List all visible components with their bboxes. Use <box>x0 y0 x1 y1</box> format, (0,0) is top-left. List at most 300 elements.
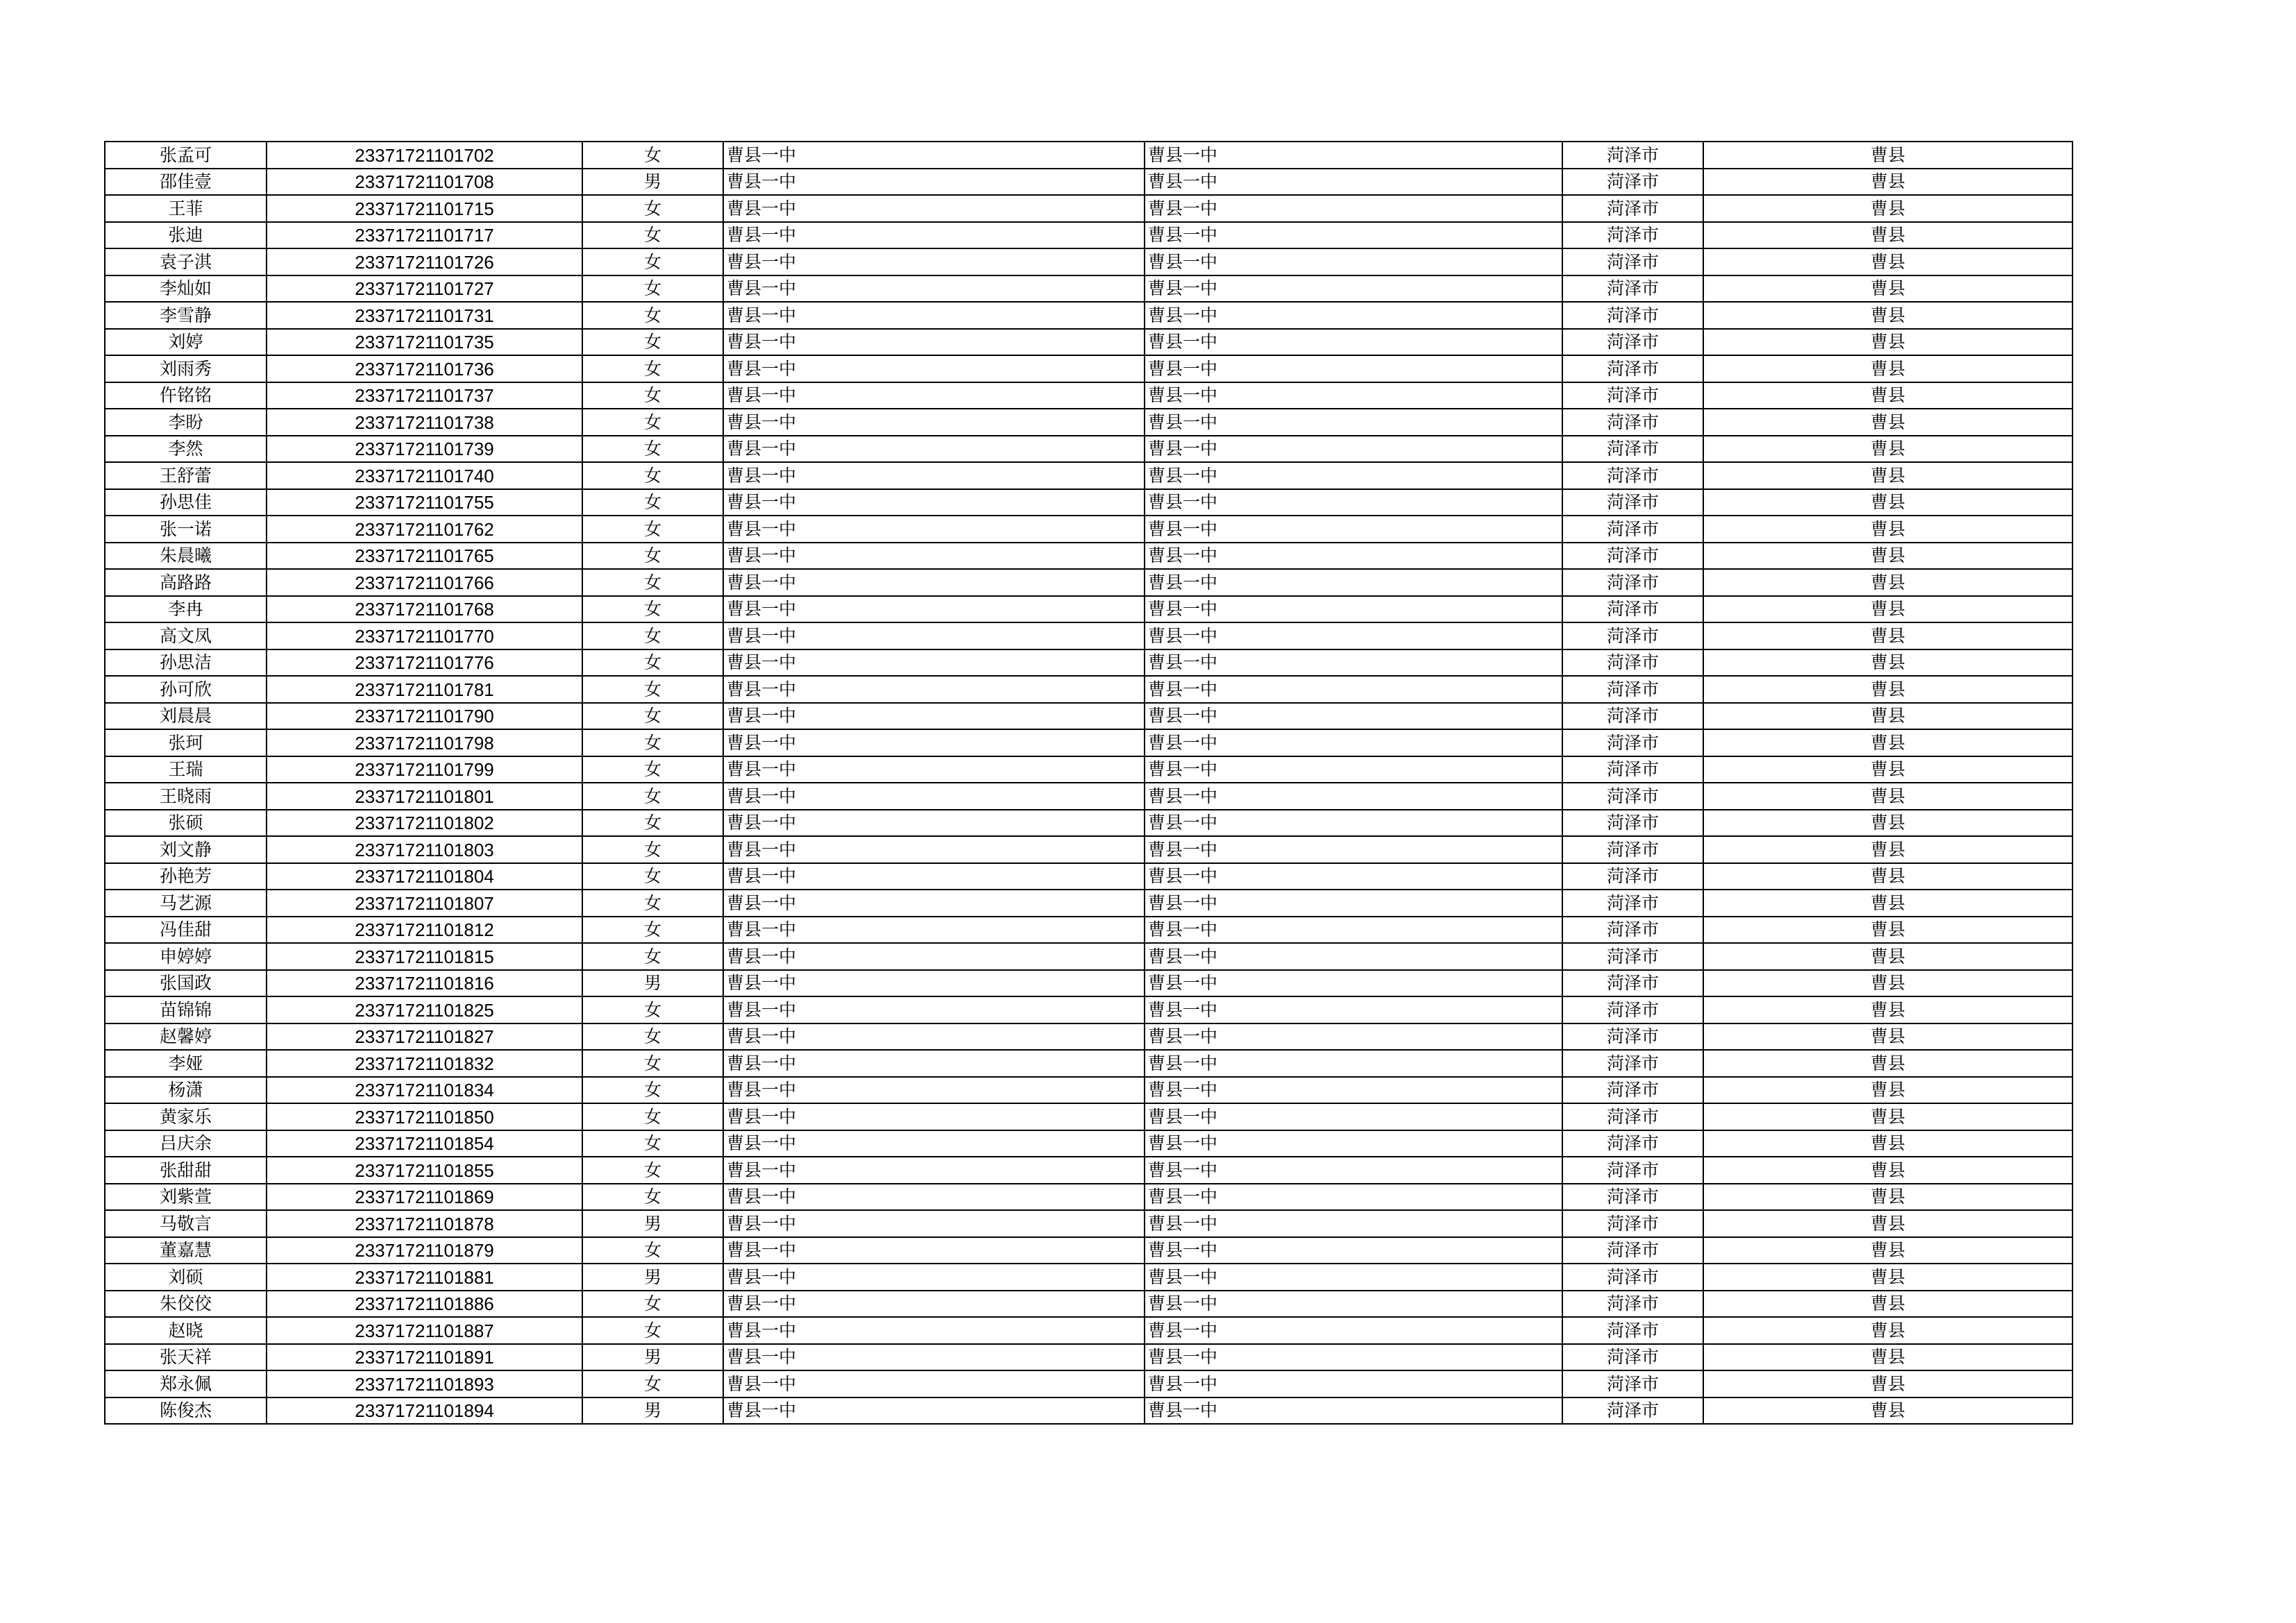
gender-cell: 女 <box>582 1130 723 1157</box>
student-name-cell: 朱晨曦 <box>105 543 267 570</box>
exam-site-cell: 曹县一中 <box>1145 1023 1562 1051</box>
school-cell: 曹县一中 <box>723 1130 1145 1157</box>
city-cell: 菏泽市 <box>1562 355 1703 382</box>
exam-site-cell: 曹县一中 <box>1145 996 1562 1023</box>
gender-cell: 女 <box>582 836 723 863</box>
exam-site-cell: 曹县一中 <box>1145 1130 1562 1157</box>
city-cell: 菏泽市 <box>1562 1157 1703 1184</box>
exam-number-cell: 23371721101737 <box>267 382 582 409</box>
table-row <box>105 543 2073 570</box>
county-cell: 曹县 <box>1703 970 2073 997</box>
table-row <box>105 810 2073 837</box>
table-row <box>105 890 2073 917</box>
exam-site-cell: 曹县一中 <box>1145 783 1562 810</box>
city-cell: 菏泽市 <box>1562 222 1703 249</box>
city-cell: 菏泽市 <box>1562 1291 1703 1318</box>
table-row <box>105 1291 2073 1318</box>
county-cell: 曹县 <box>1703 436 2073 463</box>
school-cell: 曹县一中 <box>723 543 1145 570</box>
student-name-cell: 王瑞 <box>105 756 267 783</box>
school-cell: 曹县一中 <box>723 863 1145 890</box>
student-name-cell: 仵铭铭 <box>105 382 267 409</box>
city-cell: 菏泽市 <box>1562 863 1703 890</box>
table-row <box>105 1184 2073 1211</box>
school-cell: 曹县一中 <box>723 195 1145 222</box>
city-cell: 菏泽市 <box>1562 489 1703 516</box>
student-name-cell: 刘晨晨 <box>105 703 267 730</box>
gender-cell: 女 <box>582 890 723 917</box>
gender-cell: 女 <box>582 516 723 543</box>
exam-site-cell: 曹县一中 <box>1145 943 1562 970</box>
county-cell: 曹县 <box>1703 1184 2073 1211</box>
table-row <box>105 142 2073 169</box>
exam-number-cell: 23371721101825 <box>267 996 582 1023</box>
exam-number-cell: 23371721101827 <box>267 1023 582 1051</box>
city-cell: 菏泽市 <box>1562 1210 1703 1237</box>
exam-site-cell: 曹县一中 <box>1145 1344 1562 1371</box>
table-row <box>105 676 2073 703</box>
county-cell: 曹县 <box>1703 1291 2073 1318</box>
exam-site-cell: 曹县一中 <box>1145 1184 1562 1211</box>
county-cell: 曹县 <box>1703 195 2073 222</box>
school-cell: 曹县一中 <box>723 489 1145 516</box>
exam-number-cell: 23371721101815 <box>267 943 582 970</box>
student-name-cell: 王菲 <box>105 195 267 222</box>
school-cell: 曹县一中 <box>723 890 1145 917</box>
student-name-cell: 袁子淇 <box>105 248 267 275</box>
county-cell: 曹县 <box>1703 676 2073 703</box>
city-cell: 菏泽市 <box>1562 1370 1703 1397</box>
exam-number-cell: 23371721101807 <box>267 890 582 917</box>
exam-site-cell: 曹县一中 <box>1145 1370 1562 1397</box>
county-cell: 曹县 <box>1703 996 2073 1023</box>
exam-number-cell: 23371721101893 <box>267 1370 582 1397</box>
county-cell: 曹县 <box>1703 569 2073 596</box>
school-cell: 曹县一中 <box>723 329 1145 356</box>
gender-cell: 女 <box>582 1103 723 1130</box>
county-cell: 曹县 <box>1703 516 2073 543</box>
county-cell: 曹县 <box>1703 1317 2073 1344</box>
gender-cell: 女 <box>582 1317 723 1344</box>
exam-number-cell: 23371721101731 <box>267 302 582 329</box>
gender-cell: 女 <box>582 1237 723 1264</box>
city-cell: 菏泽市 <box>1562 996 1703 1023</box>
exam-number-cell: 23371721101832 <box>267 1050 582 1077</box>
exam-site-cell: 曹县一中 <box>1145 1317 1562 1344</box>
table-row <box>105 783 2073 810</box>
table-row <box>105 248 2073 275</box>
county-cell: 曹县 <box>1703 649 2073 677</box>
exam-number-cell: 23371721101881 <box>267 1264 582 1291</box>
county-cell: 曹县 <box>1703 1210 2073 1237</box>
exam-number-cell: 23371721101762 <box>267 516 582 543</box>
exam-number-cell: 23371721101894 <box>267 1397 582 1425</box>
city-cell: 菏泽市 <box>1562 836 1703 863</box>
school-cell: 曹县一中 <box>723 248 1145 275</box>
gender-cell: 女 <box>582 222 723 249</box>
city-cell: 菏泽市 <box>1562 1264 1703 1291</box>
student-name-cell: 刘硕 <box>105 1264 267 1291</box>
exam-site-cell: 曹县一中 <box>1145 1397 1562 1425</box>
table-row <box>105 1050 2073 1077</box>
city-cell: 菏泽市 <box>1562 676 1703 703</box>
city-cell: 菏泽市 <box>1562 1237 1703 1264</box>
table-row <box>105 275 2073 303</box>
city-cell: 菏泽市 <box>1562 516 1703 543</box>
exam-number-cell: 23371721101739 <box>267 436 582 463</box>
exam-number-cell: 23371721101799 <box>267 756 582 783</box>
exam-number-cell: 23371721101850 <box>267 1103 582 1130</box>
table-row <box>105 195 2073 222</box>
gender-cell: 女 <box>582 917 723 944</box>
school-cell: 曹县一中 <box>723 622 1145 649</box>
student-name-cell: 刘雨秀 <box>105 355 267 382</box>
exam-site-cell: 曹县一中 <box>1145 169 1562 196</box>
school-cell: 曹县一中 <box>723 1397 1145 1425</box>
exam-site-cell: 曹县一中 <box>1145 970 1562 997</box>
county-cell: 曹县 <box>1703 1077 2073 1104</box>
school-cell: 曹县一中 <box>723 569 1145 596</box>
city-cell: 菏泽市 <box>1562 382 1703 409</box>
table-row <box>105 1317 2073 1344</box>
table-row <box>105 569 2073 596</box>
exam-site-cell: 曹县一中 <box>1145 596 1562 623</box>
exam-number-cell: 23371721101854 <box>267 1130 582 1157</box>
student-name-cell: 张孟可 <box>105 142 267 169</box>
city-cell: 菏泽市 <box>1562 569 1703 596</box>
exam-number-cell: 23371721101891 <box>267 1344 582 1371</box>
exam-site-cell: 曹县一中 <box>1145 1077 1562 1104</box>
student-name-cell: 李冉 <box>105 596 267 623</box>
student-name-cell: 董嘉慧 <box>105 1237 267 1264</box>
county-cell: 曹县 <box>1703 863 2073 890</box>
exam-site-cell: 曹县一中 <box>1145 569 1562 596</box>
county-cell: 曹县 <box>1703 275 2073 303</box>
school-cell: 曹县一中 <box>723 1050 1145 1077</box>
exam-number-cell: 23371721101726 <box>267 248 582 275</box>
school-cell: 曹县一中 <box>723 836 1145 863</box>
student-name-cell: 孙思洁 <box>105 649 267 677</box>
city-cell: 菏泽市 <box>1562 810 1703 837</box>
city-cell: 菏泽市 <box>1562 275 1703 303</box>
county-cell: 曹县 <box>1703 1397 2073 1425</box>
school-cell: 曹县一中 <box>723 462 1145 489</box>
city-cell: 菏泽市 <box>1562 409 1703 436</box>
county-cell: 曹县 <box>1703 1050 2073 1077</box>
student-name-cell: 吕庆余 <box>105 1130 267 1157</box>
county-cell: 曹县 <box>1703 1370 2073 1397</box>
city-cell: 菏泽市 <box>1562 729 1703 756</box>
school-cell: 曹县一中 <box>723 142 1145 169</box>
exam-number-cell: 23371721101878 <box>267 1210 582 1237</box>
exam-number-cell: 23371721101802 <box>267 810 582 837</box>
exam-number-cell: 23371721101715 <box>267 195 582 222</box>
city-cell: 菏泽市 <box>1562 756 1703 783</box>
school-cell: 曹县一中 <box>723 1237 1145 1264</box>
exam-number-cell: 23371721101727 <box>267 275 582 303</box>
county-cell: 曹县 <box>1703 1237 2073 1264</box>
gender-cell: 女 <box>582 729 723 756</box>
exam-number-cell: 23371721101736 <box>267 355 582 382</box>
county-cell: 曹县 <box>1703 1023 2073 1051</box>
school-cell: 曹县一中 <box>723 222 1145 249</box>
table-row <box>105 703 2073 730</box>
exam-number-cell: 23371721101869 <box>267 1184 582 1211</box>
school-cell: 曹县一中 <box>723 169 1145 196</box>
school-cell: 曹县一中 <box>723 703 1145 730</box>
county-cell: 曹县 <box>1703 409 2073 436</box>
city-cell: 菏泽市 <box>1562 622 1703 649</box>
gender-cell: 女 <box>582 1291 723 1318</box>
gender-cell: 女 <box>582 1023 723 1051</box>
gender-cell: 女 <box>582 275 723 303</box>
school-cell: 曹县一中 <box>723 1103 1145 1130</box>
county-cell: 曹县 <box>1703 836 2073 863</box>
gender-cell: 女 <box>582 195 723 222</box>
exam-site-cell: 曹县一中 <box>1145 543 1562 570</box>
exam-number-cell: 23371721101740 <box>267 462 582 489</box>
exam-site-cell: 曹县一中 <box>1145 489 1562 516</box>
county-cell: 曹县 <box>1703 1103 2073 1130</box>
exam-site-cell: 曹县一中 <box>1145 355 1562 382</box>
gender-cell: 男 <box>582 1210 723 1237</box>
exam-site-cell: 曹县一中 <box>1145 302 1562 329</box>
school-cell: 曹县一中 <box>723 1157 1145 1184</box>
exam-site-cell: 曹县一中 <box>1145 1157 1562 1184</box>
county-cell: 曹县 <box>1703 890 2073 917</box>
county-cell: 曹县 <box>1703 248 2073 275</box>
exam-site-cell: 曹县一中 <box>1145 1291 1562 1318</box>
county-cell: 曹县 <box>1703 222 2073 249</box>
gender-cell: 女 <box>582 569 723 596</box>
school-cell: 曹县一中 <box>723 676 1145 703</box>
student-name-cell: 李盼 <box>105 409 267 436</box>
student-name-cell: 孙可欣 <box>105 676 267 703</box>
exam-site-cell: 曹县一中 <box>1145 729 1562 756</box>
exam-number-cell: 23371721101801 <box>267 783 582 810</box>
exam-number-cell: 23371721101886 <box>267 1291 582 1318</box>
school-cell: 曹县一中 <box>723 1370 1145 1397</box>
city-cell: 菏泽市 <box>1562 436 1703 463</box>
table-body <box>105 142 2073 1424</box>
gender-cell: 男 <box>582 169 723 196</box>
exam-site-cell: 曹县一中 <box>1145 622 1562 649</box>
table-row <box>105 756 2073 783</box>
student-name-cell: 李雪静 <box>105 302 267 329</box>
student-name-cell: 马艺源 <box>105 890 267 917</box>
exam-number-cell: 23371721101804 <box>267 863 582 890</box>
student-name-cell: 王晓雨 <box>105 783 267 810</box>
county-cell: 曹县 <box>1703 169 2073 196</box>
table-row <box>105 1264 2073 1291</box>
gender-cell: 女 <box>582 329 723 356</box>
school-cell: 曹县一中 <box>723 302 1145 329</box>
table-row <box>105 1344 2073 1371</box>
gender-cell: 女 <box>582 382 723 409</box>
exam-number-cell: 23371721101887 <box>267 1317 582 1344</box>
county-cell: 曹县 <box>1703 302 2073 329</box>
table-row <box>105 836 2073 863</box>
county-cell: 曹县 <box>1703 382 2073 409</box>
county-cell: 曹县 <box>1703 756 2073 783</box>
exam-number-cell: 23371721101768 <box>267 596 582 623</box>
gender-cell: 女 <box>582 1050 723 1077</box>
gender-cell: 女 <box>582 863 723 890</box>
student-name-cell: 王舒蕾 <box>105 462 267 489</box>
school-cell: 曹县一中 <box>723 970 1145 997</box>
student-name-cell: 杨潇 <box>105 1077 267 1104</box>
school-cell: 曹县一中 <box>723 409 1145 436</box>
table-row <box>105 1023 2073 1051</box>
city-cell: 菏泽市 <box>1562 970 1703 997</box>
table-row <box>105 462 2073 489</box>
student-name-cell: 高路路 <box>105 569 267 596</box>
table-row <box>105 1370 2073 1397</box>
gender-cell: 男 <box>582 1397 723 1425</box>
gender-cell: 男 <box>582 1264 723 1291</box>
school-cell: 曹县一中 <box>723 1291 1145 1318</box>
student-name-cell: 申婷婷 <box>105 943 267 970</box>
table-row <box>105 382 2073 409</box>
exam-site-cell: 曹县一中 <box>1145 275 1562 303</box>
exam-number-cell: 23371721101738 <box>267 409 582 436</box>
student-name-cell: 张硕 <box>105 810 267 837</box>
student-name-cell: 刘婷 <box>105 329 267 356</box>
county-cell: 曹县 <box>1703 703 2073 730</box>
school-cell: 曹县一中 <box>723 729 1145 756</box>
table-row <box>105 649 2073 677</box>
exam-number-cell: 23371721101766 <box>267 569 582 596</box>
exam-number-cell: 23371721101798 <box>267 729 582 756</box>
exam-number-cell: 23371721101717 <box>267 222 582 249</box>
gender-cell: 女 <box>582 489 723 516</box>
county-cell: 曹县 <box>1703 329 2073 356</box>
school-cell: 曹县一中 <box>723 783 1145 810</box>
school-cell: 曹县一中 <box>723 810 1145 837</box>
county-cell: 曹县 <box>1703 142 2073 169</box>
student-name-cell: 李灿如 <box>105 275 267 303</box>
exam-site-cell: 曹县一中 <box>1145 1103 1562 1130</box>
gender-cell: 女 <box>582 462 723 489</box>
county-cell: 曹县 <box>1703 943 2073 970</box>
city-cell: 菏泽市 <box>1562 1050 1703 1077</box>
exam-site-cell: 曹县一中 <box>1145 676 1562 703</box>
table-row <box>105 409 2073 436</box>
city-cell: 菏泽市 <box>1562 1344 1703 1371</box>
city-cell: 菏泽市 <box>1562 248 1703 275</box>
exam-number-cell: 23371721101781 <box>267 676 582 703</box>
city-cell: 菏泽市 <box>1562 195 1703 222</box>
gender-cell: 男 <box>582 1344 723 1371</box>
county-cell: 曹县 <box>1703 1344 2073 1371</box>
exam-number-cell: 23371721101879 <box>267 1237 582 1264</box>
student-name-cell: 张一诺 <box>105 516 267 543</box>
city-cell: 菏泽市 <box>1562 543 1703 570</box>
table-row <box>105 1397 2073 1425</box>
school-cell: 曹县一中 <box>723 382 1145 409</box>
table-row <box>105 596 2073 623</box>
city-cell: 菏泽市 <box>1562 169 1703 196</box>
city-cell: 菏泽市 <box>1562 703 1703 730</box>
city-cell: 菏泽市 <box>1562 329 1703 356</box>
school-cell: 曹县一中 <box>723 596 1145 623</box>
gender-cell: 男 <box>582 970 723 997</box>
gender-cell: 女 <box>582 622 723 649</box>
student-name-cell: 刘文静 <box>105 836 267 863</box>
exam-site-cell: 曹县一中 <box>1145 409 1562 436</box>
student-name-cell: 孙艳芳 <box>105 863 267 890</box>
student-name-cell: 张迪 <box>105 222 267 249</box>
city-cell: 菏泽市 <box>1562 1317 1703 1344</box>
city-cell: 菏泽市 <box>1562 890 1703 917</box>
student-name-cell: 赵馨婷 <box>105 1023 267 1051</box>
exam-site-cell: 曹县一中 <box>1145 1050 1562 1077</box>
school-cell: 曹县一中 <box>723 1077 1145 1104</box>
city-cell: 菏泽市 <box>1562 1103 1703 1130</box>
exam-site-cell: 曹县一中 <box>1145 917 1562 944</box>
exam-number-cell: 23371721101708 <box>267 169 582 196</box>
student-name-cell: 孙思佳 <box>105 489 267 516</box>
exam-number-cell: 23371721101702 <box>267 142 582 169</box>
county-cell: 曹县 <box>1703 783 2073 810</box>
county-cell: 曹县 <box>1703 1264 2073 1291</box>
county-cell: 曹县 <box>1703 462 2073 489</box>
table-row <box>105 355 2073 382</box>
table-row <box>105 169 2073 196</box>
county-cell: 曹县 <box>1703 917 2073 944</box>
exam-number-cell: 23371721101770 <box>267 622 582 649</box>
school-cell: 曹县一中 <box>723 516 1145 543</box>
exam-site-cell: 曹县一中 <box>1145 703 1562 730</box>
city-cell: 菏泽市 <box>1562 1184 1703 1211</box>
student-name-cell: 李娅 <box>105 1050 267 1077</box>
student-name-cell: 朱佼佼 <box>105 1291 267 1318</box>
exam-number-cell: 23371721101803 <box>267 836 582 863</box>
gender-cell: 女 <box>582 302 723 329</box>
gender-cell: 女 <box>582 543 723 570</box>
city-cell: 菏泽市 <box>1562 649 1703 677</box>
table-row <box>105 1077 2073 1104</box>
exam-number-cell: 23371721101812 <box>267 917 582 944</box>
school-cell: 曹县一中 <box>723 996 1145 1023</box>
city-cell: 菏泽市 <box>1562 1130 1703 1157</box>
gender-cell: 女 <box>582 756 723 783</box>
exam-site-cell: 曹县一中 <box>1145 756 1562 783</box>
city-cell: 菏泽市 <box>1562 302 1703 329</box>
gender-cell: 女 <box>582 409 723 436</box>
county-cell: 曹县 <box>1703 1130 2073 1157</box>
county-cell: 曹县 <box>1703 729 2073 756</box>
student-name-cell: 陈俊杰 <box>105 1397 267 1425</box>
exam-number-cell: 23371721101735 <box>267 329 582 356</box>
county-cell: 曹县 <box>1703 810 2073 837</box>
exam-site-cell: 曹县一中 <box>1145 436 1562 463</box>
school-cell: 曹县一中 <box>723 1264 1145 1291</box>
table-row <box>105 1130 2073 1157</box>
school-cell: 曹县一中 <box>723 275 1145 303</box>
exam-number-cell: 23371721101855 <box>267 1157 582 1184</box>
city-cell: 菏泽市 <box>1562 1397 1703 1425</box>
school-cell: 曹县一中 <box>723 917 1145 944</box>
student-name-cell: 张甜甜 <box>105 1157 267 1184</box>
gender-cell: 女 <box>582 1370 723 1397</box>
exam-number-cell: 23371721101776 <box>267 649 582 677</box>
gender-cell: 女 <box>582 649 723 677</box>
student-name-cell: 张国政 <box>105 970 267 997</box>
table-row <box>105 1103 2073 1130</box>
school-cell: 曹县一中 <box>723 1184 1145 1211</box>
exam-site-cell: 曹县一中 <box>1145 649 1562 677</box>
